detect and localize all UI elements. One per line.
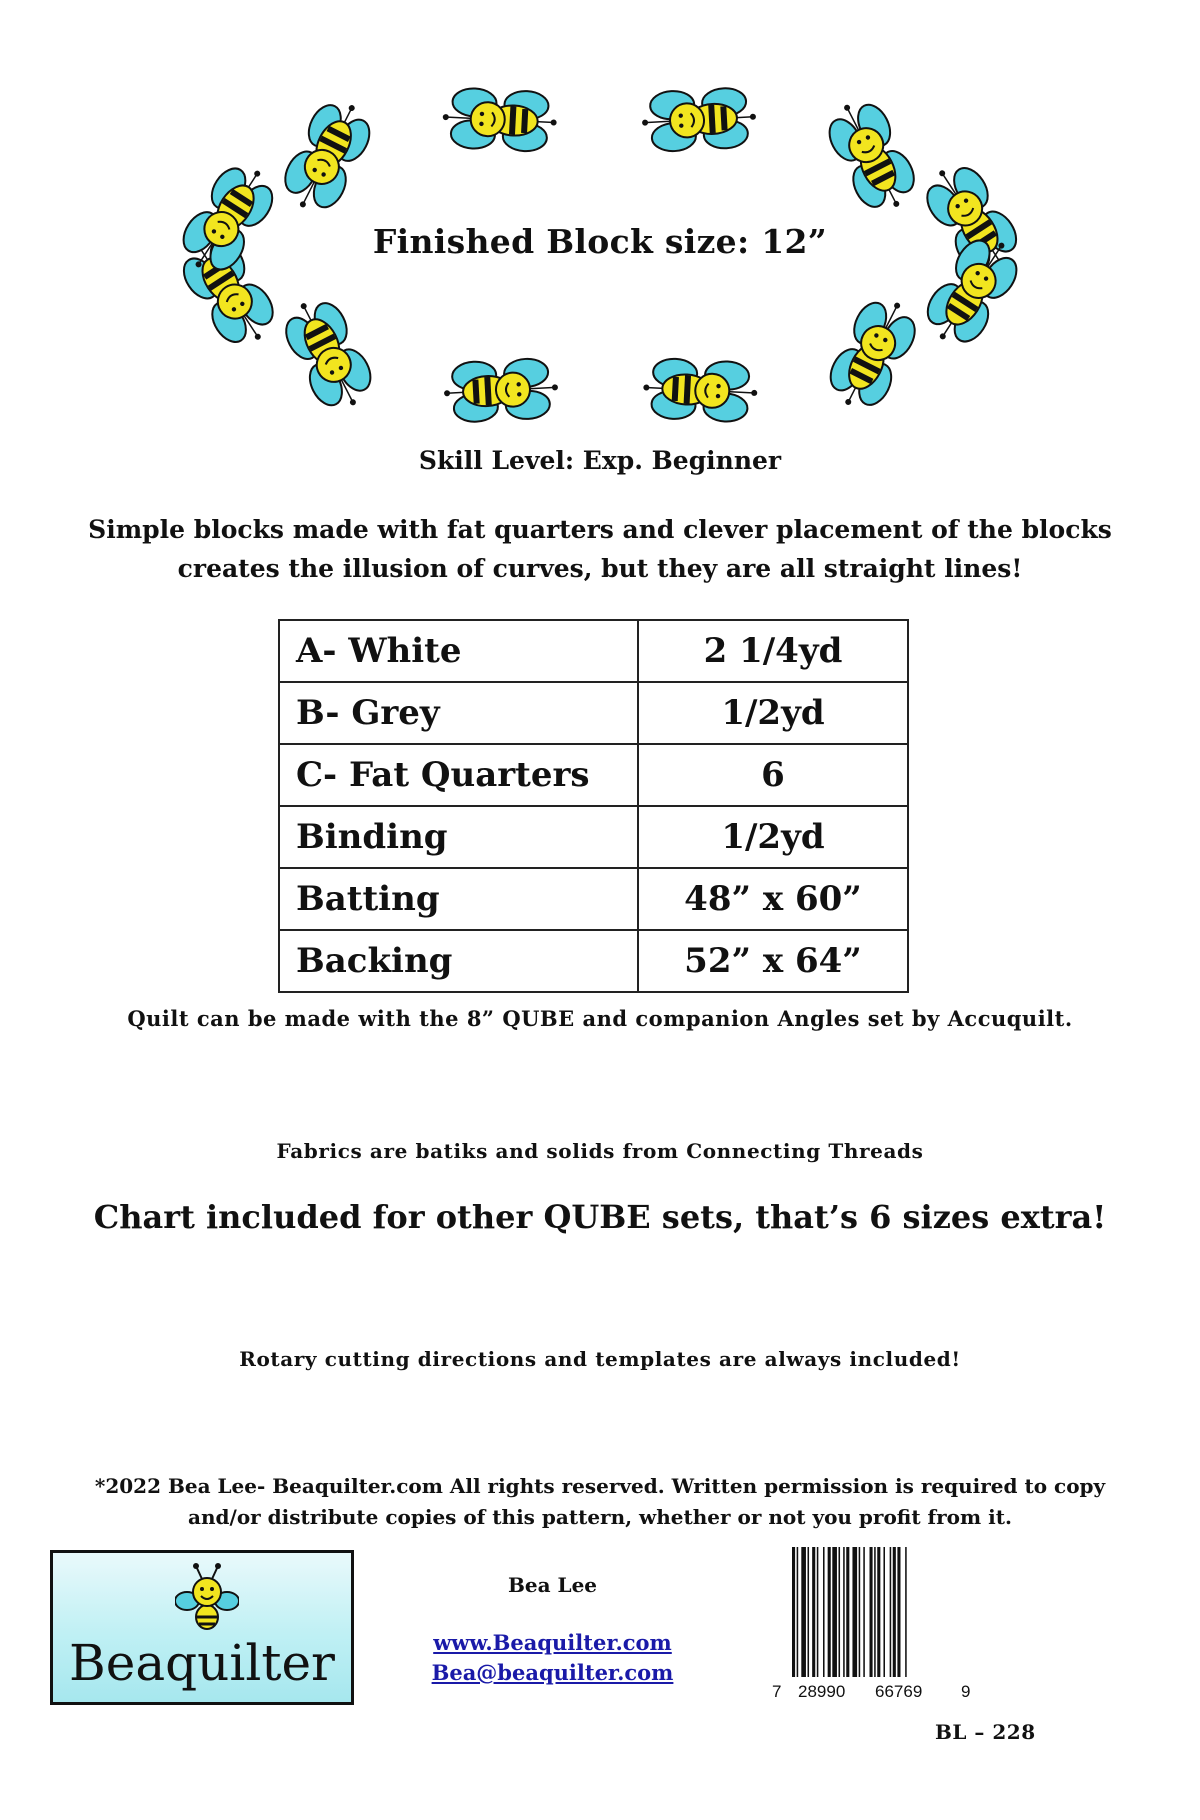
copyright-line-1: *2022 Bea Lee- Beaquilter.com All rights reserved. Written permission is required to copy bbox=[94, 1474, 1106, 1498]
fabric-requirements-table bbox=[278, 619, 909, 993]
bee-flower bbox=[441, 87, 558, 153]
barcode-bar bbox=[846, 1547, 849, 1695]
table-row bbox=[279, 682, 908, 744]
bee-flower bbox=[275, 92, 380, 221]
website-link[interactable]: www.Beaquilter.com bbox=[433, 1630, 672, 1655]
beaquilter-logo bbox=[50, 1550, 354, 1705]
requirement-item: B- Grey bbox=[279, 682, 638, 744]
table-row bbox=[279, 868, 908, 930]
barcode-bar bbox=[823, 1547, 825, 1695]
author-name: Bea Lee bbox=[507, 1573, 598, 1597]
requirement-amount: 2 1/4yd bbox=[638, 620, 908, 682]
product-code: BL – 228 bbox=[935, 1720, 1036, 1744]
requirement-amount: 1/2yd bbox=[638, 682, 908, 744]
bee-flower bbox=[276, 290, 381, 419]
barcode-bar bbox=[863, 1547, 865, 1695]
barcode-digit: 66769 bbox=[875, 1682, 923, 1701]
barcode-digit: 7 bbox=[772, 1682, 782, 1701]
table-row bbox=[279, 744, 908, 806]
email-link[interactable]: Bea@beaquilter.com bbox=[431, 1660, 674, 1685]
requirement-amount: 48” x 60” bbox=[638, 868, 908, 930]
barcode-bar bbox=[817, 1547, 819, 1695]
table-row bbox=[279, 930, 908, 992]
intro-line-1: Simple blocks made with fat quarters and clever placement of the blocks bbox=[88, 515, 1112, 544]
barcode-digit: 28990 bbox=[798, 1682, 846, 1701]
logo-bee-icon bbox=[175, 1561, 239, 1633]
logo-text: Beaquilter bbox=[69, 1634, 335, 1692]
bee-flower bbox=[642, 357, 759, 423]
requirement-amount: 6 bbox=[638, 744, 908, 806]
barcode-bar bbox=[808, 1547, 810, 1695]
requirement-item: C- Fat Quarters bbox=[279, 744, 638, 806]
fabrics-note: Fabrics are batiks and solids from Connecting Threads bbox=[276, 1139, 924, 1163]
barcode-bar bbox=[877, 1547, 880, 1695]
intro-text bbox=[0, 510, 1200, 588]
skill-level: Skill Level: Exp. Beginner bbox=[418, 446, 782, 475]
bee-flower bbox=[820, 289, 925, 418]
table-row bbox=[279, 806, 908, 868]
bee-flower bbox=[819, 91, 924, 220]
barcode-bar bbox=[828, 1547, 831, 1695]
copyright-notice bbox=[0, 1471, 1200, 1533]
accuquilt-note: Quilt can be made with the 8” QUBE and companion Angles set by Accuquilt. bbox=[127, 1006, 1073, 1031]
bee-flower bbox=[442, 357, 559, 423]
finished-block-size-heading: Finished Block size: 12” bbox=[372, 222, 828, 261]
barcode-digit: 9 bbox=[961, 1682, 971, 1701]
barcode-bar bbox=[883, 1547, 885, 1695]
rotary-note: Rotary cutting directions and templates are always included! bbox=[239, 1347, 961, 1371]
table-row bbox=[279, 620, 908, 682]
requirement-item: Batting bbox=[279, 868, 638, 930]
bee-ring-illustration bbox=[0, 0, 1200, 440]
barcode bbox=[770, 1547, 980, 1707]
barcode-bar bbox=[801, 1547, 806, 1695]
requirement-item: Binding bbox=[279, 806, 638, 868]
barcode-bar bbox=[832, 1547, 837, 1695]
intro-line-2: creates the illusion of curves, but they are all straight lines! bbox=[177, 554, 1023, 583]
requirement-item: Backing bbox=[279, 930, 638, 992]
barcode-bar bbox=[890, 1547, 892, 1695]
barcode-bar bbox=[870, 1547, 873, 1695]
barcode-bar bbox=[905, 1547, 907, 1695]
barcode-bar bbox=[792, 1547, 795, 1695]
barcode-bar bbox=[812, 1547, 815, 1695]
barcode-bar bbox=[874, 1547, 876, 1695]
bee-flower bbox=[640, 87, 757, 153]
barcode-bar bbox=[893, 1547, 896, 1695]
requirement-amount: 52” x 64” bbox=[638, 930, 908, 992]
chart-note: Chart included for other QUBE sets, that’s 6 sizes extra! bbox=[93, 1198, 1107, 1236]
barcode-bar bbox=[839, 1547, 841, 1695]
requirement-amount: 1/2yd bbox=[638, 806, 908, 868]
requirement-item: A- White bbox=[279, 620, 638, 682]
copyright-line-2: and/or distribute copies of this pattern, whether or not you profit from it. bbox=[188, 1505, 1012, 1529]
barcode-bar bbox=[859, 1547, 861, 1695]
barcode-bar bbox=[897, 1547, 900, 1695]
barcode-bar bbox=[852, 1547, 857, 1695]
barcode-bar bbox=[843, 1547, 845, 1695]
barcode-bar bbox=[797, 1547, 799, 1695]
